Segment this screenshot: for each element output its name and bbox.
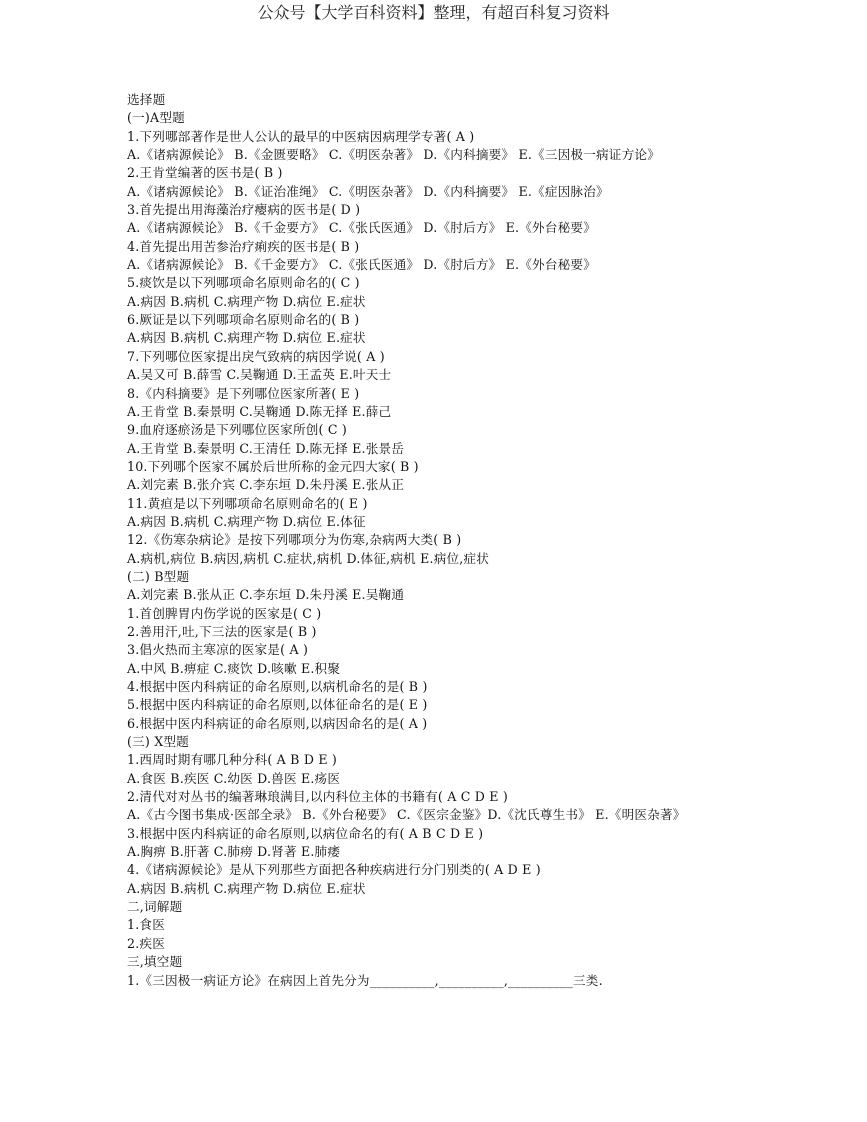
document-line: A.《诸病源候论》 B.《千金要方》 C.《张氏医通》 D.《肘后方》 E.《外台秘要》	[127, 257, 597, 273]
document-line: A.刘完素 B.张从正 C.李东垣 D.朱丹溪 E.吴鞠通	[127, 587, 405, 603]
document-line: 2.王肯堂编著的医书是( B )	[127, 165, 283, 181]
document-line: A.病因 B.病机 C.病理产物 D.病位 E.症状	[127, 880, 366, 896]
document-line: A.刘完素 B.张介宾 C.李东垣 D.朱丹溪 E.张从正	[127, 477, 405, 493]
document-line: A.《诸病源候论》 B.《金匮要略》 C.《明医杂著》 D.《内科摘要》 E.《三因极一病证方论》	[127, 147, 660, 163]
document-line: A.食医 B.疾医 C.幼医 D.兽医 E.疡医	[127, 770, 341, 786]
document-line: A.胸痹 B.肝著 C.肺痨 D.肾著 E.肺痿	[127, 844, 341, 860]
document-line: 3.首先提出用海藻治疗瘿病的医书是( D )	[127, 202, 361, 218]
document-line: 8.《内科摘要》是下列哪位医家所著( E )	[127, 385, 360, 401]
document-line: 1.食医	[127, 917, 166, 933]
document-line: 2.疾医	[127, 935, 166, 951]
document-line: 1.下列哪部著作是世人公认的最早的中医病因病理学专著( A )	[127, 128, 475, 144]
document-line: 6.厥证是以下列哪项命名原则命名的( B )	[127, 312, 360, 328]
document-line: 11.黄疸是以下列哪项命名原则命名的( E )	[127, 495, 368, 511]
document-line: 4.根据中医内科病证的命名原则,以病机命名的是( B )	[127, 679, 428, 694]
document-line: A.《古今图书集成·医部全录》 B.《外台秘要》 C.《医宗金鉴》D.《沈氏尊生书》 E.《明医杂著》	[127, 807, 686, 823]
document-line: 7.下列哪位医家提出戾气致病的病因学说( A )	[127, 348, 385, 364]
document-line: 2.善用汗,吐,下三法的医家是( B )	[127, 623, 317, 639]
document-line: 5.痰饮是以下列哪项命名原则命名的( C )	[127, 275, 360, 291]
document-line: A.王肯堂 B.秦景明 C.吴鞠通 D.陈无择 E.薛己	[127, 403, 392, 419]
document-line: 1.《三因极一病证方论》在病因上首先分为__________,__________,__________三类.	[127, 972, 603, 988]
document-line: 三,填空题	[127, 954, 183, 970]
document-line: 1.西周时期有哪几种分科( A B D E )	[127, 752, 338, 768]
document-line: A.病因 B.病机 C.病理产物 D.病位 E.症状	[127, 293, 366, 309]
document-line: A.病因 B.病机 C.病理产物 D.病位 E.症状	[127, 330, 366, 346]
document-line: 6.根据中医内科病证的命名原则,以病因命名的是( A )	[127, 715, 428, 731]
document-line: A.王肯堂 B.秦景明 C.王清任 D.陈无择 E.张景岳	[127, 440, 405, 456]
document-line: 9.血府逐瘀汤是下列哪位医家所创( C )	[127, 422, 347, 438]
document-line: 选择题	[127, 92, 166, 107]
document-line: 4.《诸病源候论》是从下列那些方面把各种疾病进行分门别类的( A D E )	[127, 862, 541, 878]
document-line: 5.根据中医内科病证的命名原则,以体征命名的是( E )	[127, 697, 428, 713]
document-line: 4.首先提出用苦参治疗痢疾的医书是( B )	[127, 238, 360, 254]
document-line: (一)A型题	[127, 110, 185, 126]
document-line: A.病因 B.病机 C.病理产物 D.病位 E.体征	[127, 513, 366, 529]
document-line: A.《诸病源候论》 B.《千金要方》 C.《张氏医通》 D.《肘后方》 E.《外台秘要》	[127, 220, 597, 236]
document-line: 1.首创脾胃内伤学说的医家是( C )	[127, 605, 322, 621]
document-body	[127, 91, 847, 990]
document-line: (三) X型题	[127, 734, 189, 750]
document-line: A.《诸病源候论》 B.《证治准绳》 C.《明医杂著》 D.《内科摘要》 E.《症因脉治》	[127, 183, 609, 199]
document-line: A.病机,病位 B.病因,病机 C.症状,病机 D.体征,病机 E.病位,症状	[127, 550, 490, 566]
document-line: 12.《伤寒杂病论》是按下列哪项分为伤寒,杂病两大类( B )	[127, 532, 462, 548]
page-header: 公众号【大学百科资料】整理，有超百科复习资料	[257, 3, 610, 22]
document-line: 3.根据中医内科病证的命名原则,以病位命名的有( A B C D E )	[127, 825, 484, 841]
document-line: (二) B型题	[127, 568, 190, 584]
document-line: A.吴又可 B.薛雪 C.吴鞠通 D.王孟英 E.叶天士	[127, 367, 392, 383]
document-line: 二,词解题	[127, 899, 183, 915]
document-line: 2.清代对对丛书的编著琳琅满目,以内科位主体的书籍有( A C D E )	[127, 789, 508, 805]
document-line: 10.下列哪个医家不属於后世所称的金元四大家( B )	[127, 458, 419, 474]
document-line: 3.倡火热而主寒凉的医家是( A )	[127, 642, 309, 658]
document-line: A.中风 B.痹症 C.痰饮 D.咳嗽 E.积聚	[127, 660, 341, 676]
